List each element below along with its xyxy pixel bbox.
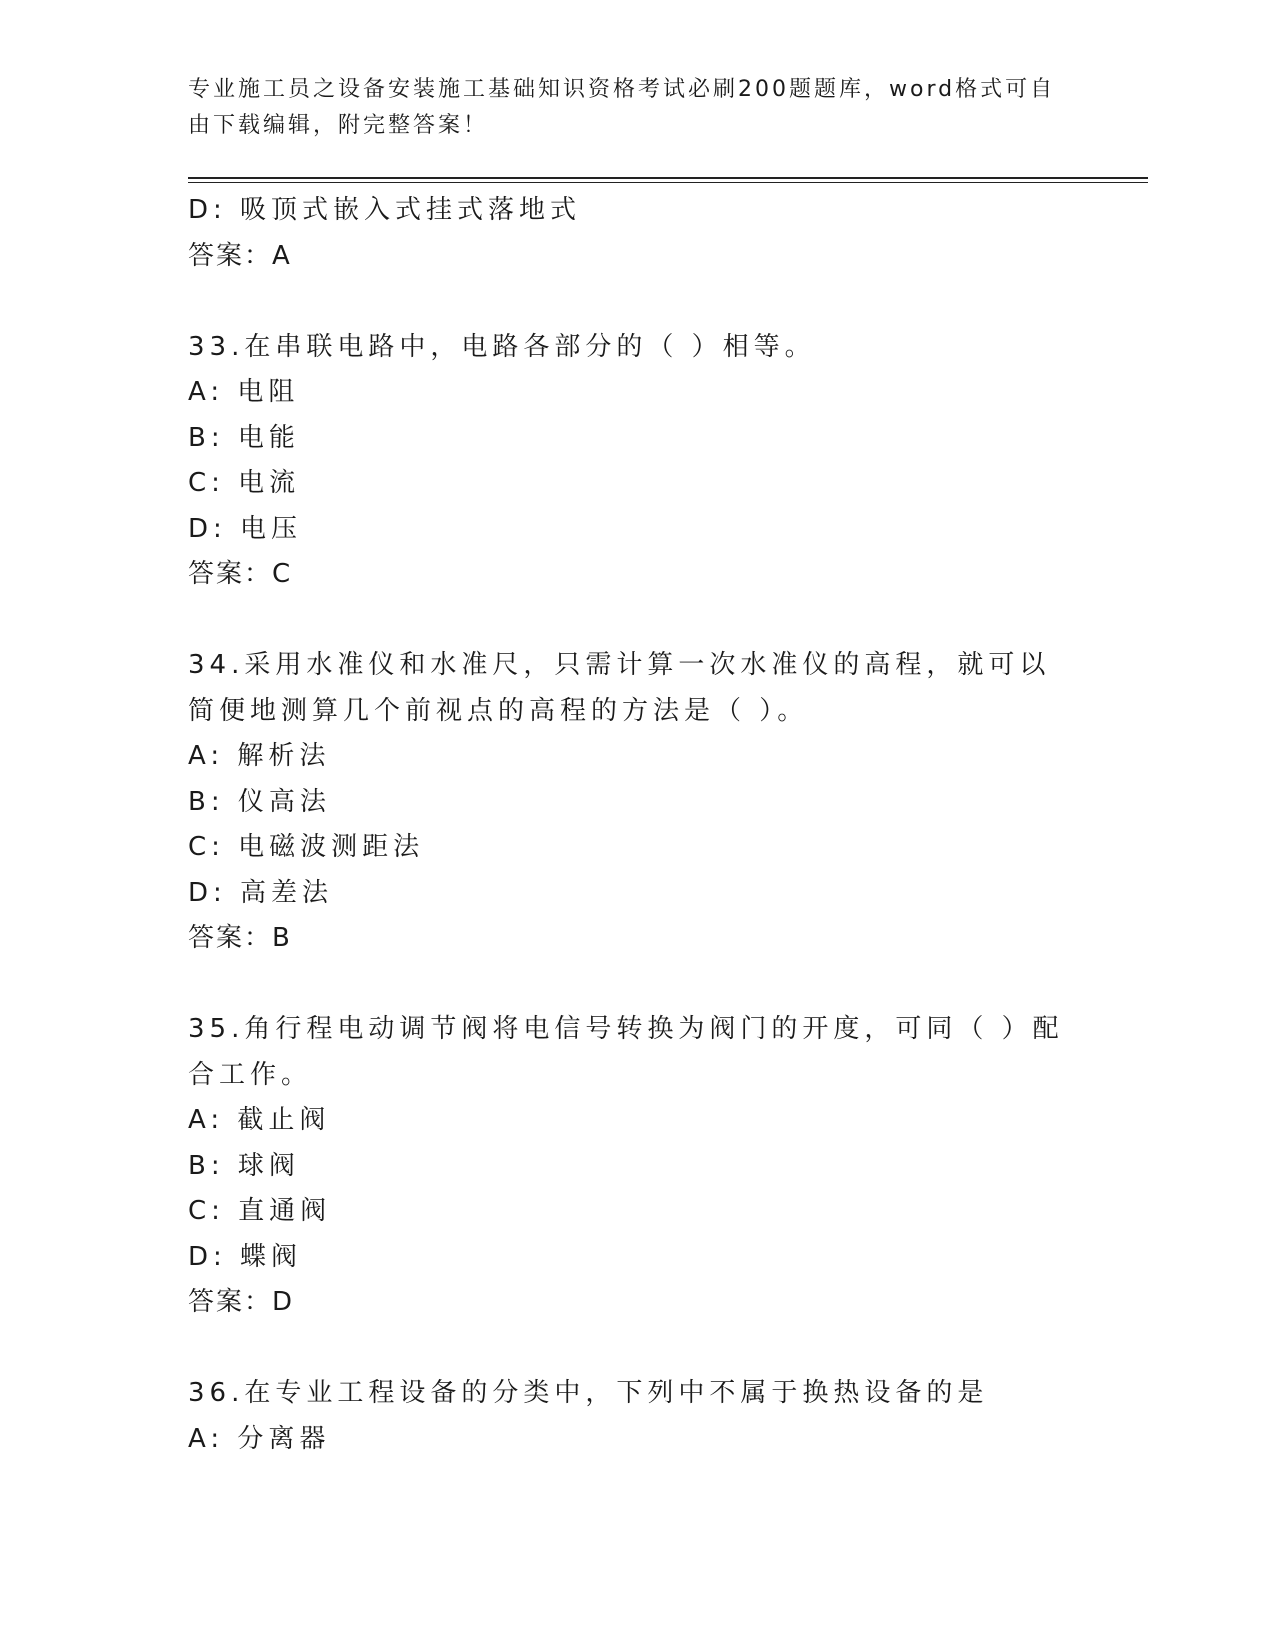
answer: 答案：B xyxy=(188,923,292,953)
option-a: A: 解析法 xyxy=(188,741,331,771)
option-a: A: 分离器 xyxy=(188,1423,331,1454)
option-d: D: 蝶阀 xyxy=(188,1241,303,1272)
option-b: B: 仪高法 xyxy=(188,786,331,817)
answer: 答案：C xyxy=(188,559,293,589)
option-b: B: 球阀 xyxy=(188,1150,300,1181)
option-b: B: 电能 xyxy=(188,422,300,453)
question-stem-34: 34.采用水准仪和水准尺，只需计算一次水准仪的高程，就可以简便地测算几个前视点的高程的方法是（ ）。 xyxy=(188,650,1051,726)
option-d: D: 吸顶式嵌入式挂式落地式 xyxy=(188,195,582,225)
option-c: C: 直通阀 xyxy=(188,1196,332,1226)
header-rule-top xyxy=(188,177,1148,179)
answer: 答案：D xyxy=(188,1287,295,1317)
option-d: D: 电压 xyxy=(188,513,303,544)
answer: 答案：A xyxy=(188,240,292,271)
question-stem-33: 33.在串联电路中，电路各部分的（ ）相等。 xyxy=(188,331,816,362)
option-a: A: 电阻 xyxy=(188,377,300,407)
question-list xyxy=(188,188,1088,1462)
question-stem-36: 36.在专业工程设备的分类中，下列中不属于换热设备的是 xyxy=(188,1378,989,1408)
option-d: D: 高差法 xyxy=(188,877,334,908)
question-stem-35: 35.角行程电动调节阀将电信号转换为阀门的开度，可同（ ）配合工作。 xyxy=(188,1014,1064,1090)
option-c: C: 电磁波测距法 xyxy=(188,832,425,862)
document-header xyxy=(188,72,1068,144)
option-c: C: 电流 xyxy=(188,468,301,498)
header-rule-bottom xyxy=(188,182,1148,183)
option-a: A: 截止阀 xyxy=(188,1105,331,1135)
document-title: 专业施工员之设备安装施工基础知识资格考试必刷200题题库，word格式可自由下载编辑，附完整答案！ xyxy=(188,77,1056,138)
